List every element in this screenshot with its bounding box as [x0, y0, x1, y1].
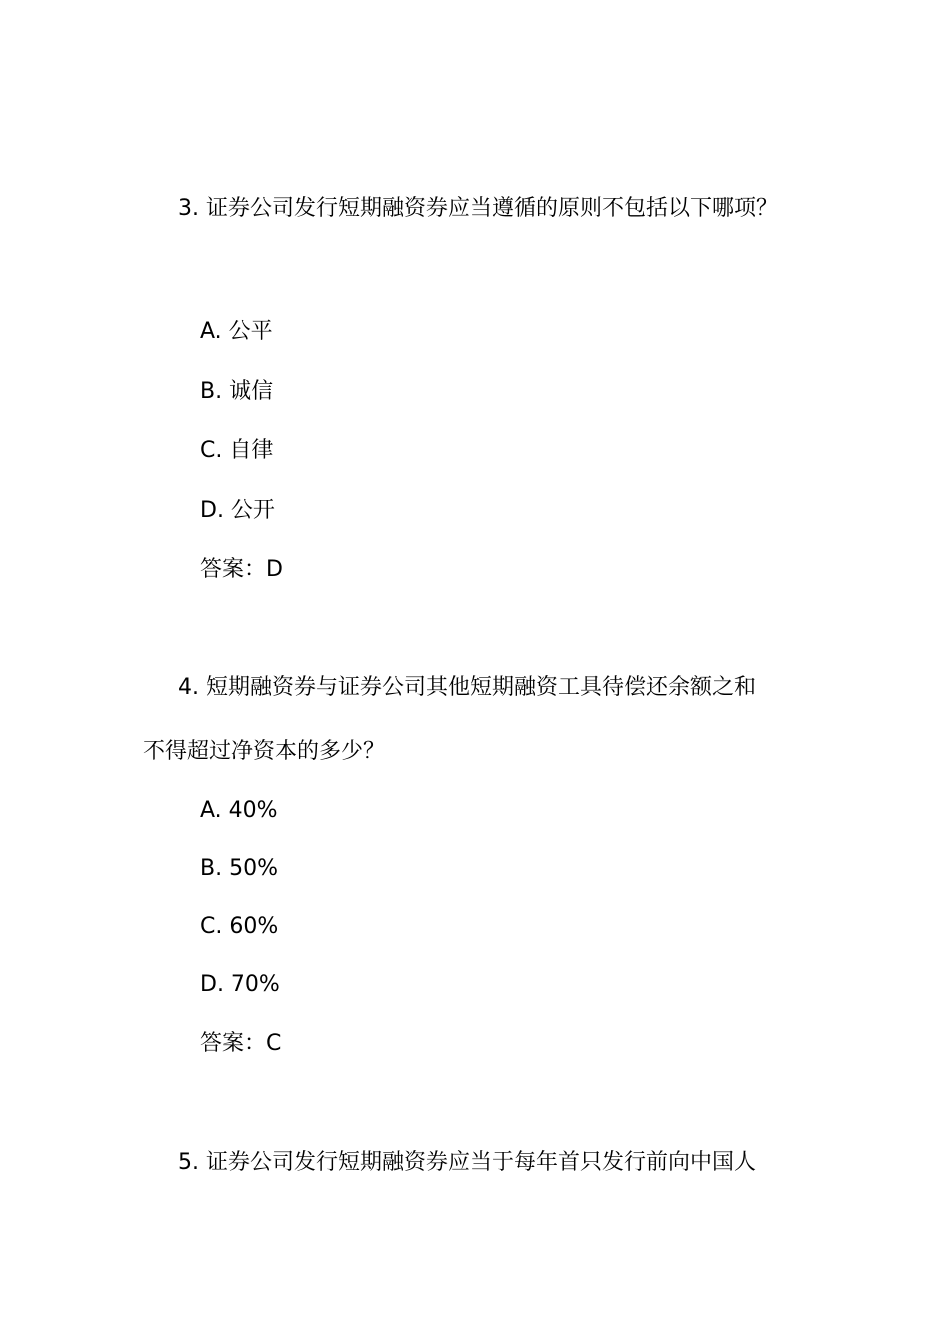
question-4-stem-line-2: 不得超过净资本的多少？: [143, 739, 386, 764]
question-4-option-c: C. 60%: [200, 914, 279, 939]
question-3-answer: 答案：D: [200, 557, 283, 582]
question-4-option-a: A. 40%: [200, 798, 278, 823]
question-4-option-d: D. 70%: [200, 972, 280, 997]
question-3-option-d: D. 公开: [200, 498, 275, 523]
question-3-option-a: A. 公平: [200, 319, 273, 344]
question-4-option-b: B. 50%: [200, 856, 278, 881]
question-4-stem-line-1: 4. 短期融资券与证券公司其他短期融资工具待偿还余额之和: [178, 675, 756, 700]
question-3-stem: 3. 证券公司发行短期融资券应当遵循的原则不包括以下哪项？: [178, 196, 778, 221]
question-5-stem-line-1: 5. 证券公司发行短期融资券应当于每年首只发行前向中国人: [178, 1150, 756, 1175]
question-4-answer: 答案：C: [200, 1031, 282, 1056]
question-3-option-b: B. 诚信: [200, 379, 274, 404]
question-3-option-c: C. 自律: [200, 438, 274, 463]
